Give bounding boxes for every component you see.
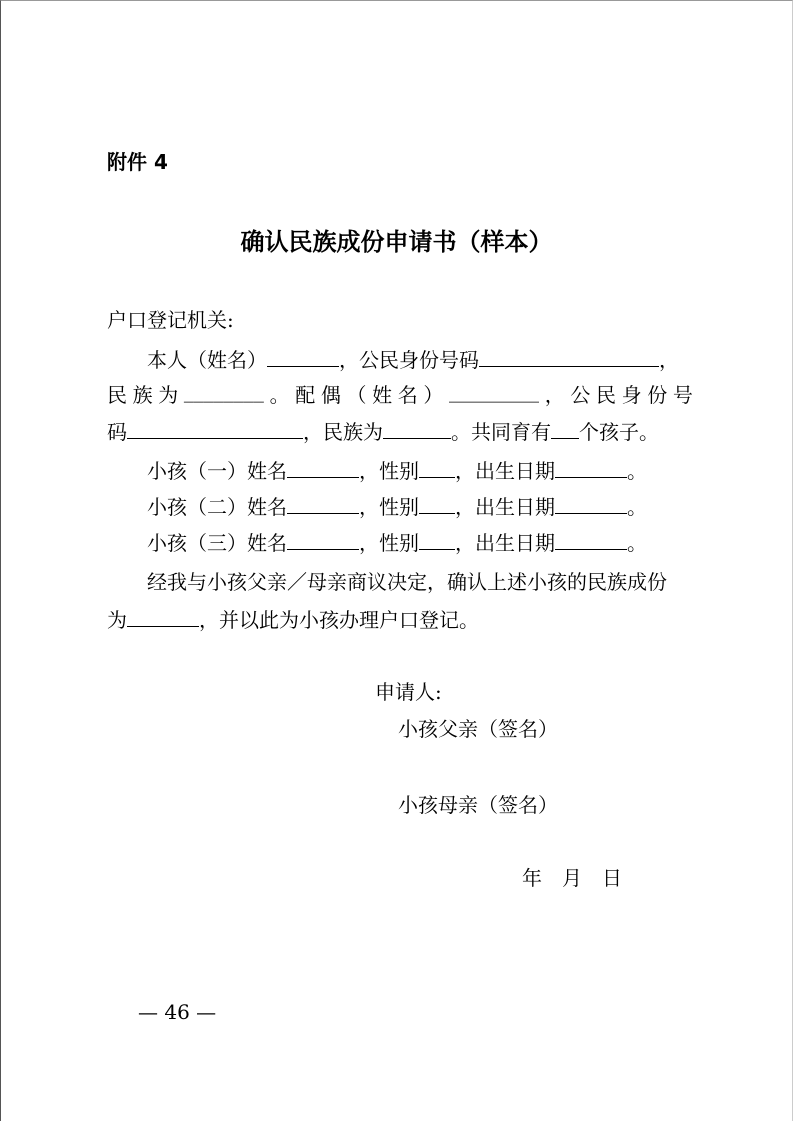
child-name-label: 小孩（三）姓名: [147, 531, 287, 555]
char: ）: [423, 383, 444, 407]
para2-line1: 经我与小孩父亲／母亲商议决定，确认上述小孩的民族成份: [147, 570, 667, 594]
self-id-blank[interactable]: [479, 348, 659, 367]
child-birth-blank[interactable]: [555, 495, 627, 514]
char: 姓: [372, 383, 393, 407]
self-name-blank[interactable]: [267, 348, 339, 367]
char: 名: [397, 383, 418, 407]
self-ethnicity-blank[interactable]: ________: [183, 379, 264, 403]
para1-line2: [107, 379, 693, 408]
mother-signature[interactable]: 小孩母亲（签名）: [398, 793, 558, 817]
father-signature[interactable]: 小孩父亲（签名）: [398, 717, 558, 741]
child-row: [147, 455, 647, 484]
char: 号: [672, 383, 693, 407]
confirmed-ethnicity-blank[interactable]: [127, 608, 199, 627]
child-gender-blank[interactable]: [419, 531, 455, 550]
char: 配: [295, 383, 316, 407]
attachment-label: 附件 4: [107, 150, 168, 174]
child-name-blank[interactable]: [287, 531, 359, 550]
para1-line1: [147, 344, 679, 373]
child-row: [147, 527, 647, 556]
para1-line3: [107, 416, 659, 445]
para2-end: ，并以此为小孩办理户口登记。: [199, 608, 479, 632]
self-name-label: 本人（姓名）: [147, 348, 267, 372]
char: 公: [570, 383, 591, 407]
child-birth-label: ，出生日期: [455, 531, 555, 555]
char: 码: [107, 420, 127, 444]
spouse-ethnicity-label: ，民族为: [303, 420, 383, 444]
date-line[interactable]: 年 月 日: [522, 866, 622, 890]
period: 。: [627, 459, 647, 483]
child-birth-blank[interactable]: [555, 531, 627, 550]
document-title: 确认民族成份申请书（样本）: [240, 228, 553, 256]
child-gender-label: ，性别: [359, 495, 419, 519]
char: 偶: [320, 383, 341, 407]
children-count-label: 。共同育有: [451, 420, 551, 444]
char: 为: [107, 608, 127, 632]
child-row: [147, 491, 647, 520]
child-gender-label: ，性别: [359, 531, 419, 555]
child-birth-label: ，出生日期: [455, 459, 555, 483]
page-number: — 46 —: [138, 1000, 217, 1024]
char: 份: [647, 383, 668, 407]
period: 。: [627, 531, 647, 555]
comma: ，: [659, 348, 679, 372]
char: （: [346, 383, 367, 407]
self-id-label: ，公民身份号码: [339, 348, 479, 372]
addressee: 户口登记机关:: [107, 308, 234, 332]
period: 。: [627, 495, 647, 519]
spouse-id-blank[interactable]: [127, 420, 303, 439]
child-birth-blank[interactable]: [555, 459, 627, 478]
child-gender-label: ，性别: [359, 459, 419, 483]
char: 民: [595, 383, 616, 407]
children-count-suffix: 个孩子。: [579, 420, 659, 444]
children-count-blank[interactable]: [551, 420, 579, 439]
char: 。: [269, 383, 290, 407]
child-gender-blank[interactable]: [419, 495, 455, 514]
char: 身: [621, 383, 642, 407]
para2-line2: [107, 604, 479, 633]
child-gender-blank[interactable]: [419, 459, 455, 478]
child-name-label: 小孩（一）姓名: [147, 459, 287, 483]
child-name-blank[interactable]: [287, 459, 359, 478]
child-name-blank[interactable]: [287, 495, 359, 514]
char: 为: [158, 383, 179, 407]
child-birth-label: ，出生日期: [455, 495, 555, 519]
char: 民: [107, 383, 127, 407]
applicant-label: 申请人:: [375, 680, 442, 704]
spouse-ethnicity-blank[interactable]: [383, 420, 451, 439]
spouse-name-blank[interactable]: _________: [449, 379, 540, 403]
child-name-label: 小孩（二）姓名: [147, 495, 287, 519]
char: 族: [132, 383, 153, 407]
char: ，: [544, 383, 565, 407]
